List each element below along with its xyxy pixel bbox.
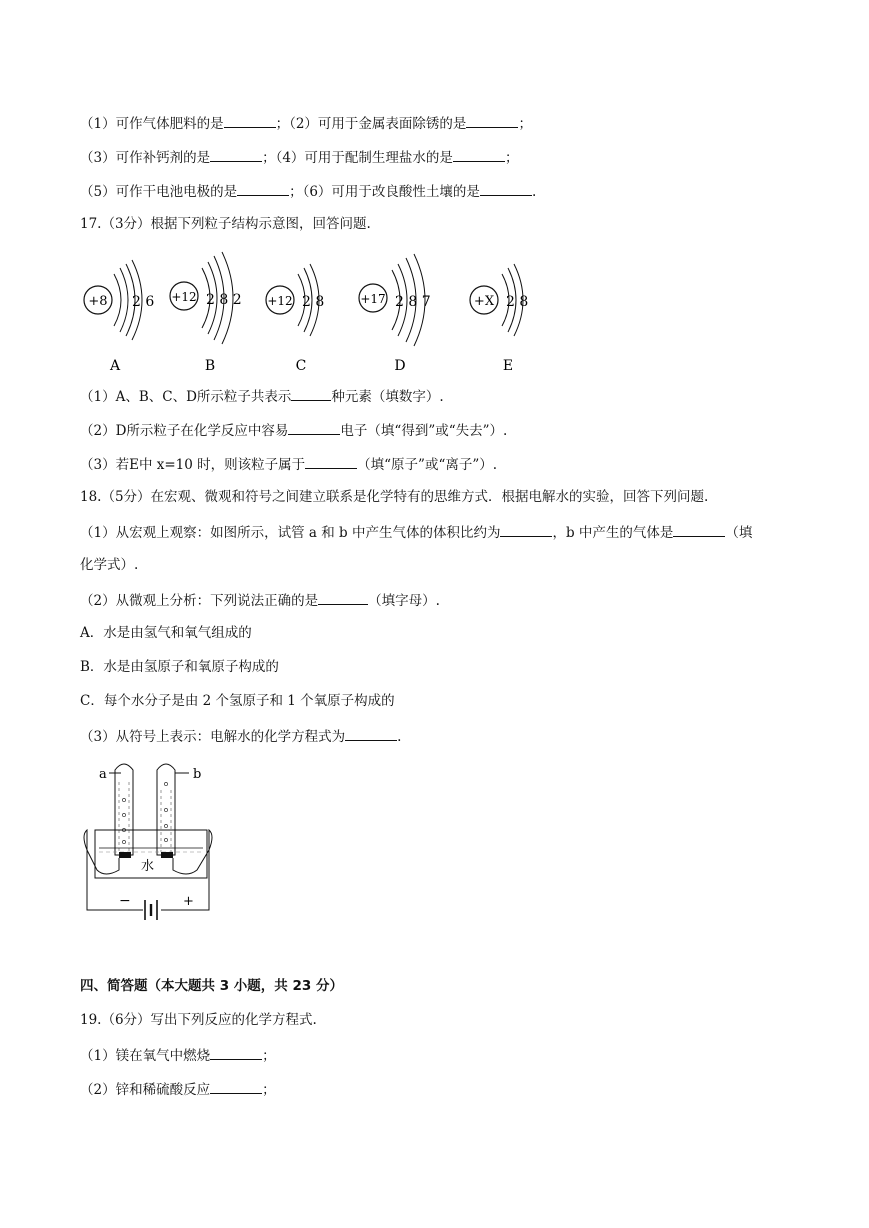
answer-blank[interactable]: [210, 1045, 262, 1060]
q17-text: 电子（填“得到”或“失去”）.: [340, 423, 508, 439]
q18-sub-1: [80, 522, 752, 542]
particle-label: E: [502, 358, 514, 374]
q16-text: ；（6）可用于改良酸性土壤的是: [289, 184, 480, 200]
option-b: B．水是由氢原子和氧原子构成的: [80, 659, 279, 675]
q16-text: .: [531, 184, 537, 200]
q16-text: （5）可作干电池电极的是: [80, 184, 238, 200]
test-tube-b: [157, 764, 175, 855]
answer-blank[interactable]: [453, 147, 505, 162]
q17-sub-3: [80, 454, 497, 474]
q16-line-2: [80, 147, 518, 167]
answer-blank[interactable]: [500, 522, 552, 537]
q18-text: （3）从符号上表示：电解水的化学方程式为: [80, 729, 346, 745]
answer-blank[interactable]: [237, 181, 289, 196]
answer-blank[interactable]: [318, 590, 368, 605]
answer-blank[interactable]: [210, 1079, 262, 1094]
particle-c-diagram: [266, 264, 324, 374]
q18-text: ，b 中产生的气体是: [552, 525, 674, 541]
electrolysis-apparatus: [75, 760, 225, 930]
particle-b-diagram: [170, 252, 242, 374]
q17-text: （2）D所示粒子在化学反应中容易: [80, 423, 289, 439]
shell-electrons: 2 6: [132, 294, 155, 310]
q18-title: 18.（5分）在宏观、微观和符号之间建立联系是化学特有的思维方式．根据电解水的实验，回答下列问题.: [80, 489, 709, 505]
q18-sub-2: [80, 590, 440, 610]
nucleus-label: +12: [267, 294, 293, 308]
q19-text: （1）镁在氧气中燃烧: [80, 1048, 211, 1064]
nucleus-label: +8: [88, 294, 108, 309]
q16-line-1: [80, 113, 532, 133]
q17-sub-2: [80, 420, 507, 440]
q19-sub-1: [80, 1045, 276, 1065]
plus-label: +: [183, 894, 194, 909]
nucleus-label: +12: [171, 290, 197, 304]
section-heading: 四、简答题（本大题共 3 小题，共 23 分）: [80, 978, 343, 994]
q19-text: （2）锌和稀硫酸反应: [80, 1082, 211, 1098]
q18-text: （填字母）.: [368, 593, 440, 609]
q18-text: （1）从宏观上观察：如图所示，试管 a 和 b 中产生气体的体积比约为: [80, 525, 501, 541]
nucleus-label: +17: [360, 292, 386, 306]
answer-blank[interactable]: [224, 113, 276, 128]
q16-text: ；: [518, 116, 532, 132]
q16-text: ；（4）可用于配制生理盐水的是: [262, 150, 453, 166]
q17-text: （填“原子”或“离子”）.: [357, 457, 498, 473]
answer-blank[interactable]: [466, 113, 518, 128]
q19-text: ；: [262, 1048, 276, 1064]
option-c: C．每个水分子是由 2 个氢原子和 1 个氧原子构成的: [80, 693, 395, 709]
shell-electrons: 2 8: [302, 294, 325, 310]
nucleus-label: +X: [473, 294, 495, 309]
q18-text: （填: [725, 525, 753, 541]
q16-text: （1）可作气体肥料的是: [80, 116, 224, 132]
particle-e-diagram: [470, 264, 528, 374]
q18-sub-3: [80, 726, 401, 746]
test-tube-a: [115, 764, 133, 855]
tube-a-label: a: [99, 767, 107, 782]
option-a: A．水是由氢气和氧气组成的: [80, 625, 252, 641]
water-label: 水: [141, 859, 155, 874]
answer-blank[interactable]: [673, 522, 725, 537]
q16-line-3: [80, 181, 536, 201]
answer-blank[interactable]: [291, 386, 331, 401]
answer-blank[interactable]: [210, 147, 262, 162]
q16-text: （3）可作补钙剂的是: [80, 150, 211, 166]
answer-blank[interactable]: [305, 454, 357, 469]
q17-sub-1: [80, 386, 444, 406]
q16-text: ；（2）可用于金属表面除锈的是: [275, 116, 467, 132]
shell-electrons: 2 8 7: [395, 294, 431, 310]
battery-icon: [119, 893, 194, 920]
q17-title: 17.（3分）根据下列粒子结构示意图，回答问题.: [80, 216, 371, 232]
particle-a-diagram: [84, 260, 154, 374]
particle-diagrams: [70, 240, 570, 380]
answer-blank[interactable]: [288, 420, 340, 435]
q17-text: （3）若E中 x=10 时，则该粒子属于: [80, 457, 306, 473]
q19-title: 19.（6分）写出下列反应的化学方程式.: [80, 1012, 317, 1028]
q19-sub-2: [80, 1079, 276, 1099]
q19-text: ；: [262, 1082, 276, 1098]
tube-b-label: b: [193, 767, 202, 782]
q18-sub-1-cont: 化学式）.: [80, 557, 139, 573]
q16-text: ；: [504, 150, 519, 166]
answer-blank[interactable]: [480, 181, 532, 196]
q17-text: （1）A、B、C、D所示粒子共表示: [80, 389, 292, 405]
answer-blank[interactable]: [345, 726, 397, 741]
shell-electrons: 2 8 2: [206, 292, 242, 308]
shell-electrons: 2 8: [506, 294, 529, 310]
particle-label: B: [204, 358, 216, 374]
q17-text: 种元素（填数字）.: [331, 389, 444, 405]
q18-text: .: [397, 729, 402, 745]
particle-label: D: [394, 358, 406, 374]
q18-text: （2）从微观上分析：下列说法正确的是: [80, 593, 319, 609]
particle-label: C: [295, 358, 307, 374]
particle-label: A: [109, 358, 121, 374]
water-trough: [95, 830, 207, 878]
particle-d-diagram: [359, 254, 431, 374]
minus-label: −: [119, 893, 131, 909]
